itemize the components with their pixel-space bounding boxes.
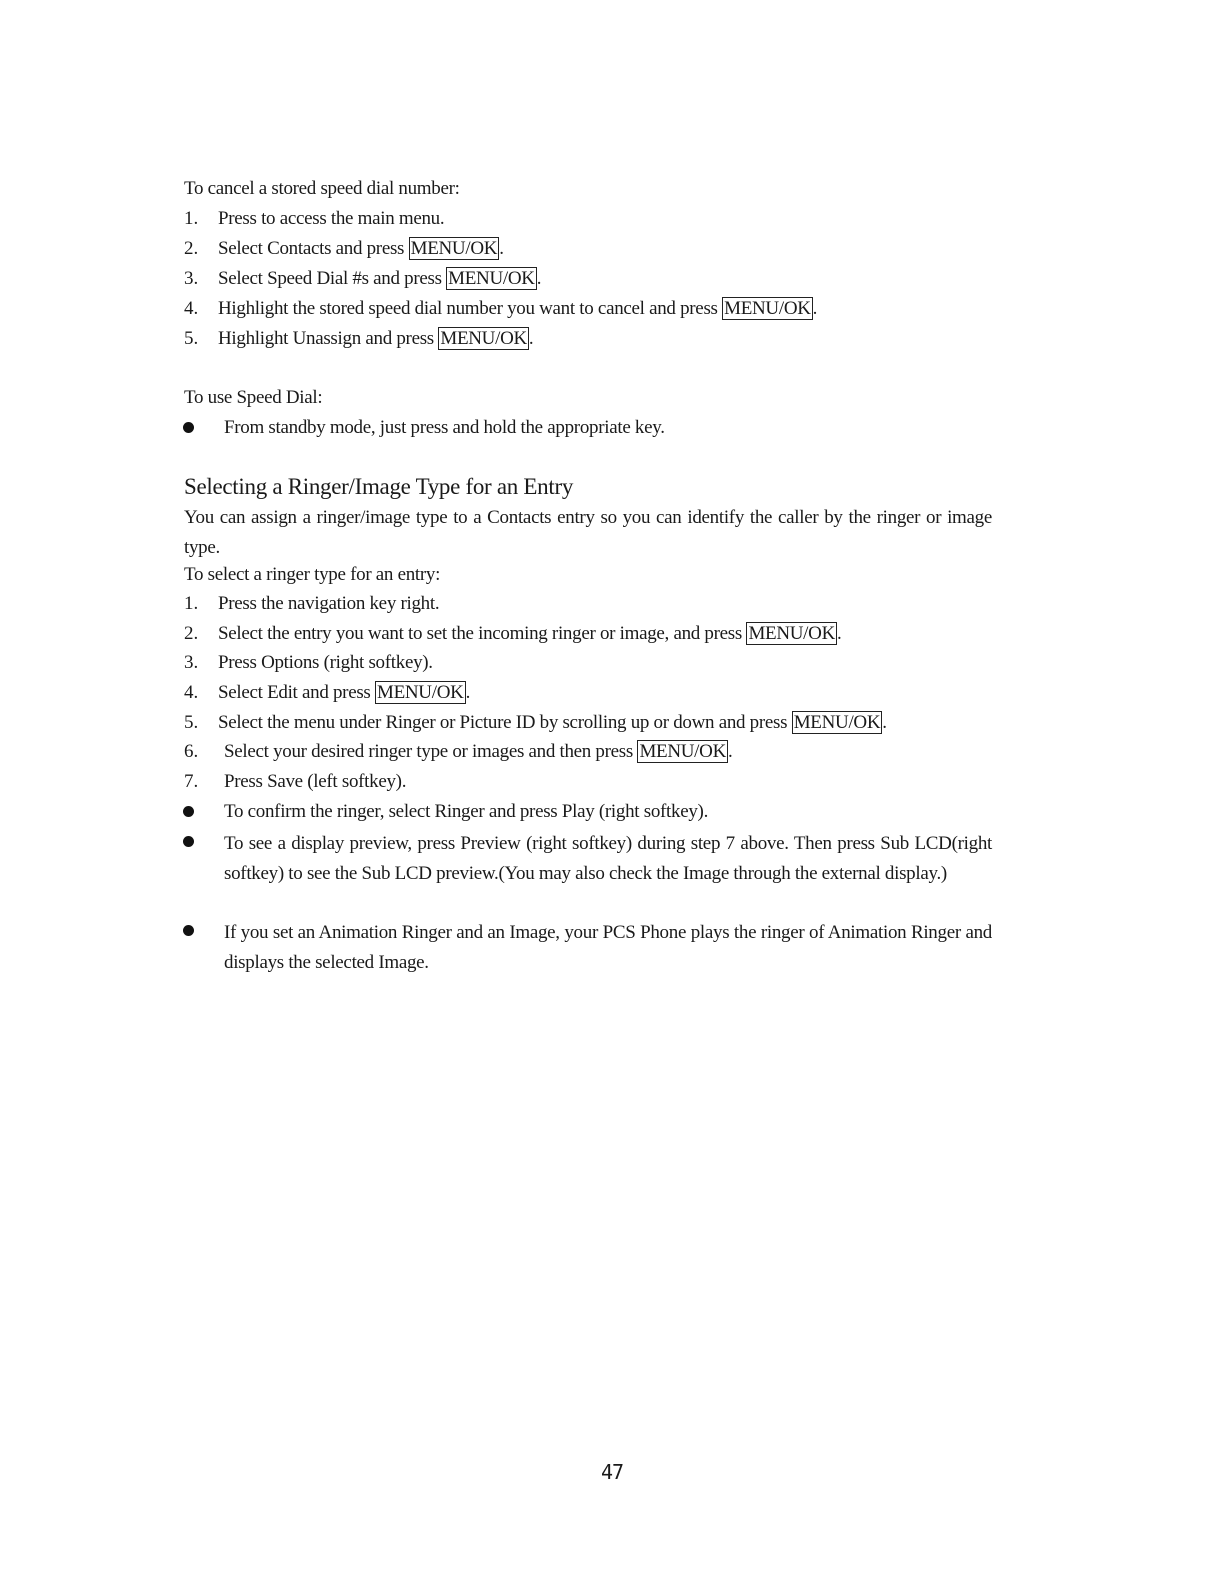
step-text: Select your desired ringer type or images and then press [224, 741, 633, 762]
step-number: 4. [184, 298, 199, 319]
use-intro: To use Speed Dial: [184, 387, 323, 408]
step-text: Press the navigation key right. [218, 593, 440, 614]
step-text: Select the entry you want to set the incoming ringer or image, and press [218, 623, 742, 644]
step-text: Select Contacts and press [218, 238, 405, 259]
ringer-bullet-text: To confirm the ringer, select Ringer and press Play (right softkey). [224, 801, 709, 822]
step-number: 2. [184, 238, 199, 259]
step-text: Press to access the main menu. [218, 208, 445, 229]
step-number: 5. [184, 712, 199, 733]
step-text: Press Options (right softkey). [218, 652, 433, 673]
step-text: Select Edit and press [218, 682, 371, 703]
ringer-bullet-text: To see a display preview, press Preview (right softkey) during step 7 above. Then press Sub LCD(right softkey) to see the Sub LCD preview.(You may also check the Image through the external display.) [224, 833, 992, 884]
menu-ok-key: MENU/OK [448, 268, 535, 289]
step-number: 3. [184, 652, 199, 673]
ringer-intro: To select a ringer type for an entry: [184, 564, 441, 585]
step-text: Select Speed Dial #s and press [218, 268, 442, 289]
step-number: 1. [184, 208, 199, 229]
step-number: 1. [184, 593, 199, 614]
section-heading: Selecting a Ringer/Image Type for an Entry [184, 474, 574, 499]
step-number: 5. [184, 328, 199, 349]
menu-ok-key: MENU/OK [793, 712, 881, 733]
menu-ok-key: MENU/OK [724, 298, 811, 319]
step-number: 3. [184, 268, 199, 289]
step-number: 4. [184, 682, 199, 703]
menu-ok-key: MENU/OK [639, 741, 727, 762]
bullet-dot-icon [183, 925, 194, 936]
bullet-dot-icon [183, 422, 194, 433]
manual-page: To cancel a stored speed dial number: 1. Press to access the main menu. 2. Select Contacts and press MENU/OK . 3. Select Speed Dial #s and press MENU/OK . 4. Highlight the stored speed dial number you want to cancel and press MENU/OK . 5. Highlight Unassign and press MENU/OK . To use Speed Dial: From standby mode, just press and hold the appropriate key. Selecting a Ringer/Image Type for an Entry You can assign a ringer/image type to a Contacts entry so you can identify the caller by the ringer or image type. To select a ringer type for an entry: 1. Press the navigation key right. 2. Select the entry you want to set the incoming ringer or image, and press MENU/OK . 3. Press Options (right softkey). 4. Select Edit and press MENU/OK . 5. Select the menu under Ringer or Picture ID by scrolling up or down and press MENU/OK . 6. Select your desired ringer type or images and then press MENU/OK . 7. Press Save (left softkey). To confirm the ringer, select Ringer and press Play (right softkey). To see a display preview, press Preview (right softkey) during step 7 above. Then press Sub LCD(right softkey) to see the Sub LCD preview.(You may also check the Image through the external display.) If you set an Animation Ringer and an Image, your PCS Phone plays the ringer of Animation Ringer and displays the selected Image. 47 [0, 0, 1224, 1584]
step-text: Press Save (left softkey). [224, 771, 407, 792]
menu-ok-key: MENU/OK [376, 682, 464, 703]
ringer-description: You can assign a ringer/image type to a Contacts entry so you can identify the caller by the ringer or image type. [184, 507, 992, 558]
menu-ok-key: MENU/OK [440, 328, 527, 349]
ringer-bullet-text: If you set an Animation Ringer and an Image, your PCS Phone plays the ringer of Animation Ringer and displays the selected Image. [224, 922, 992, 973]
menu-ok-key: MENU/OK [748, 623, 836, 644]
step-number: 6. [184, 741, 199, 762]
step-number: 7. [184, 771, 199, 792]
bullet-dot-icon [183, 806, 194, 817]
use-bullet-text: From standby mode, just press and hold the appropriate key. [224, 417, 665, 438]
cancel-intro: To cancel a stored speed dial number: [184, 178, 460, 199]
step-number: 2. [184, 623, 199, 644]
menu-ok-key: MENU/OK [410, 238, 498, 259]
step-text: Highlight the stored speed dial number you want to cancel and press [218, 298, 718, 319]
step-text: Select the menu under Ringer or Picture ID by scrolling up or down and press [218, 712, 788, 733]
step-text: Highlight Unassign and press [218, 328, 434, 349]
page-number: 47 [600, 1460, 624, 1484]
bullet-dot-icon [183, 836, 194, 847]
